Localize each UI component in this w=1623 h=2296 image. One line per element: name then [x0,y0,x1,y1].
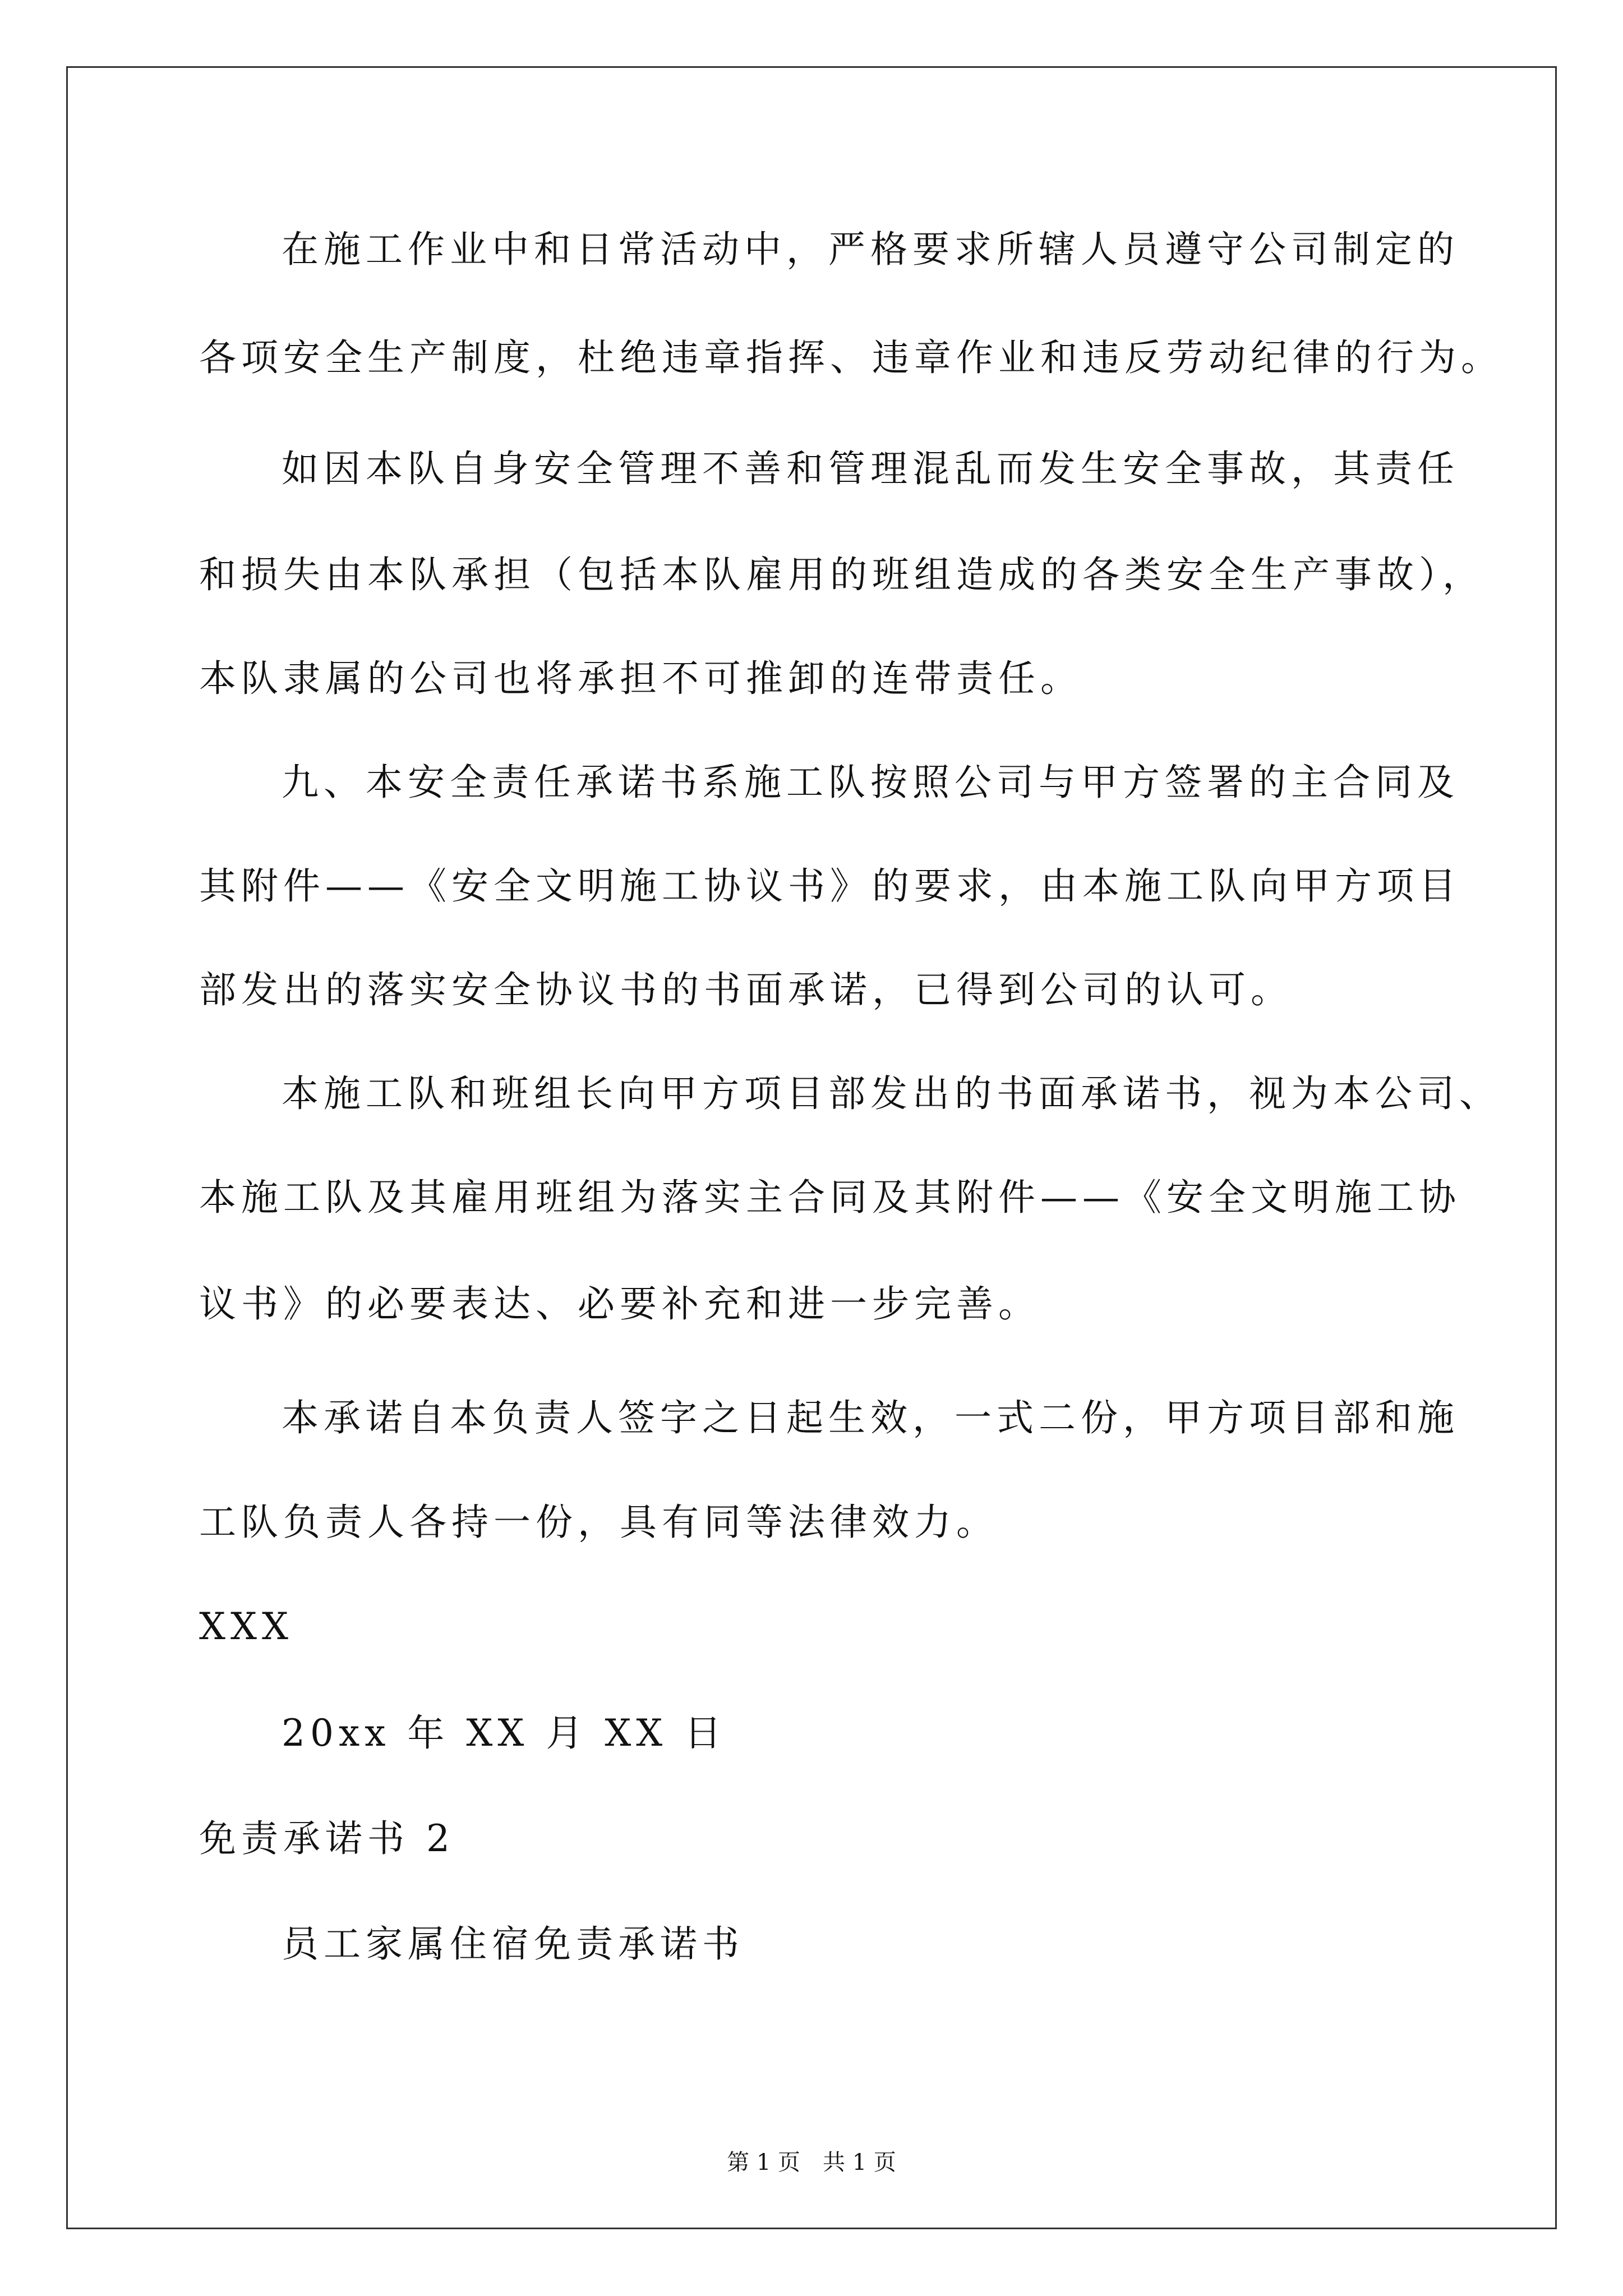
page-border [66,66,1557,2229]
paragraph-line: 九、本安全责任承诺书系施工队按照公司与甲方签署的主合同及 [282,761,1459,804]
signature-name: XXX [199,1605,293,1648]
paragraph-line: 议书》的必要表达、必要补充和进一步完善。 [199,1282,1040,1326]
page-footer: 第 1 页 共 1 页 [727,2150,896,2175]
paragraph-line: 本施工队和班组长向甲方项目部发出的书面承诺书，视为本公司、 [282,1072,1501,1115]
signature-date: 20xx 年 XX 月 XX 日 [282,1711,727,1755]
paragraph-line: 在施工作业中和日常活动中，严格要求所辖人员遵守公司制定的 [282,228,1459,271]
paragraph-line: 本施工队及其雇用班组为落实主合同及其附件——《安全文明施工协 [199,1176,1461,1219]
document-title: 员工家属住宿免责承诺书 [282,1922,744,1966]
section-heading: 免责承诺书 2 [199,1817,455,1860]
paragraph-line: 本队隶属的公司也将承担不可推卸的连带责任。 [199,657,1082,700]
paragraph-line: 和损失由本队承担（包括本队雇用的班组造成的各类安全生产事故）， [199,553,1484,596]
paragraph-line: 工队负责人各持一份，具有同等法律效力。 [199,1501,998,1544]
paragraph-line: 各项安全生产制度，杜绝违章指挥、违章作业和违反劳动纪律的行为。 [199,336,1503,379]
paragraph-line: 本承诺自本负责人签字之日起生效，一式二份，甲方项目部和施 [282,1396,1459,1439]
paragraph-line: 其附件——《安全文明施工协议书》的要求，由本施工队向甲方项目 [199,864,1461,908]
paragraph-line: 部发出的落实安全协议书的书面承诺，已得到公司的认可。 [199,968,1293,1011]
paragraph-line: 如因本队自身安全管理不善和管理混乱而发生安全事故，其责任 [282,447,1459,490]
